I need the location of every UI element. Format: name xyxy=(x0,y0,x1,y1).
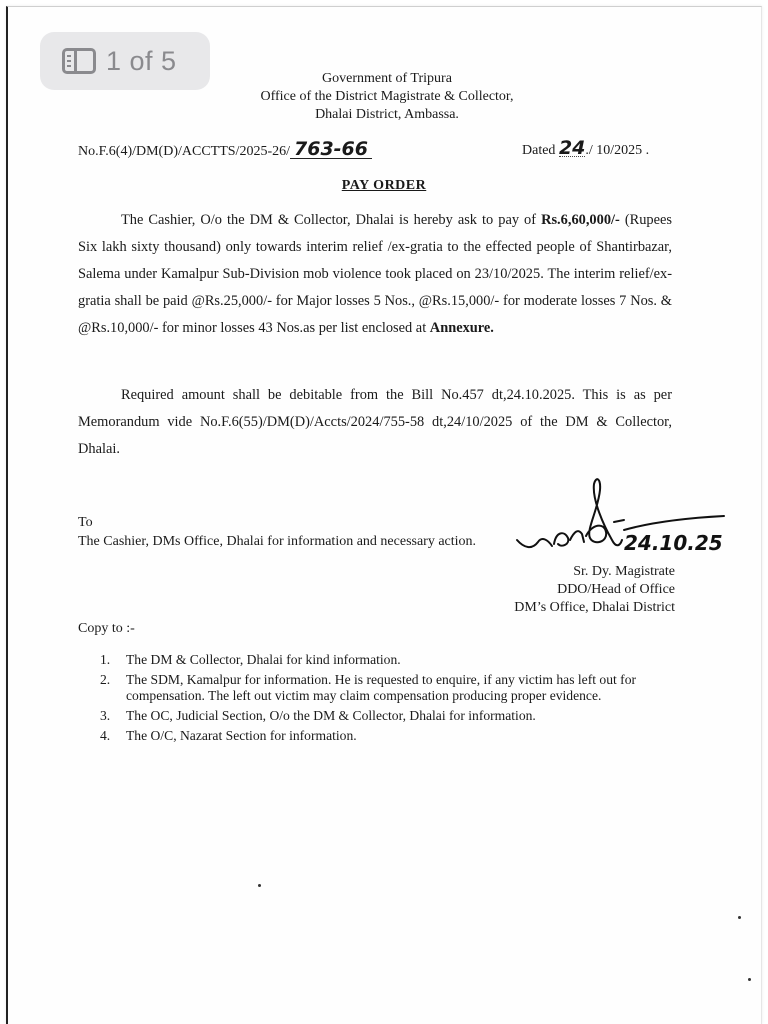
dated-line xyxy=(522,137,650,159)
para1-annexure: Annexure. xyxy=(429,320,494,336)
signatory-designation-1: Sr. Dy. Magistrate xyxy=(573,564,675,579)
signatory-block xyxy=(495,563,675,617)
para1-amount: Rs.6,60,000/- xyxy=(541,212,620,228)
header-government: Government of Tripura xyxy=(322,71,452,86)
dated-day-handwritten: 24 xyxy=(558,137,586,159)
copy-to-list xyxy=(100,652,660,748)
para1-text-b: (Rupees Six lakh sixty thousand) only towards interim relief /ex-gratia to the effected people of Shantirbazar, Salema under Kamalpur Sub-Division mob violence took placed on 23/10/2025. The interim relief/ex-gratia shall be paid @Rs.25,000/- for Major losses 5 Nos., @Rs.15,000/- for moderate losses 7 Nos. & @Rs.10,000/- for minor losses 43 Nos.as per list enclosed at xyxy=(78,212,672,336)
list-item xyxy=(100,652,660,668)
signatory-designation-3: DM’s Office, Dhalai District xyxy=(514,600,675,615)
to-block xyxy=(78,513,476,551)
list-item-text: The DM & Collector, Dhalai for kind information. xyxy=(126,652,401,667)
reference-number-prefix: No.F.6(4)/DM(D)/ACCTTS/2025-26/ xyxy=(78,144,290,159)
scan-speck xyxy=(748,978,751,981)
dated-rest: ./ 10/2025 . xyxy=(585,143,650,158)
signatory-designation-2: DDO/Head of Office xyxy=(557,582,675,597)
to-label: To xyxy=(78,515,93,530)
to-recipient: The Cashier, DMs Office, Dhalai for information and necessary action. xyxy=(78,534,477,549)
scan-speck xyxy=(258,884,261,887)
list-item xyxy=(100,728,660,744)
reference-number xyxy=(78,140,372,160)
list-item-number: 1. xyxy=(100,652,111,667)
list-item-text: The O/C, Nazarat Section for information. xyxy=(126,728,357,743)
scan-speck xyxy=(738,916,741,919)
list-item xyxy=(100,672,660,704)
header-office: Office of the District Magistrate & Collector, xyxy=(260,89,514,104)
signature-date: 24.10.25 xyxy=(624,531,723,555)
handwritten-signature xyxy=(512,470,737,565)
page-indicator-label: 1 of 5 xyxy=(106,45,177,76)
document-title: PAY ORDER xyxy=(341,178,427,193)
list-item-text: The OC, Judicial Section, O/o the DM & Collector, Dhalai for information. xyxy=(126,708,536,723)
list-item-number: 4. xyxy=(100,728,111,743)
reference-number-handwritten: 763-66 xyxy=(290,140,372,159)
body-paragraph-1 xyxy=(78,207,672,342)
list-item-text: The SDM, Kamalpur for information. He is requested to enquire, if any victim has left out for compensation. The left out victim may claim compensation producing proper evidence. xyxy=(126,672,637,703)
para2-text: Required amount shall be debitable from the Bill No.457 dt,24.10.2025. This is as per Memorandum vide No.F.6(55)/DM(D)/Accts/2024/755-58 dt,24/10/2025 of the DM & Collector, Dhalai. xyxy=(78,387,672,457)
list-item-number: 3. xyxy=(100,708,111,723)
para1-text-a: The Cashier, O/o the DM & Collector, Dhalai is hereby ask to pay of xyxy=(121,212,542,228)
copy-to-label: Copy to :- xyxy=(78,621,135,636)
dated-label: Dated xyxy=(522,143,556,158)
body-paragraph-2 xyxy=(78,382,672,463)
header-district: Dhalai District, Ambassa. xyxy=(315,107,459,122)
list-item xyxy=(100,708,660,724)
list-item-number: 2. xyxy=(100,672,111,687)
